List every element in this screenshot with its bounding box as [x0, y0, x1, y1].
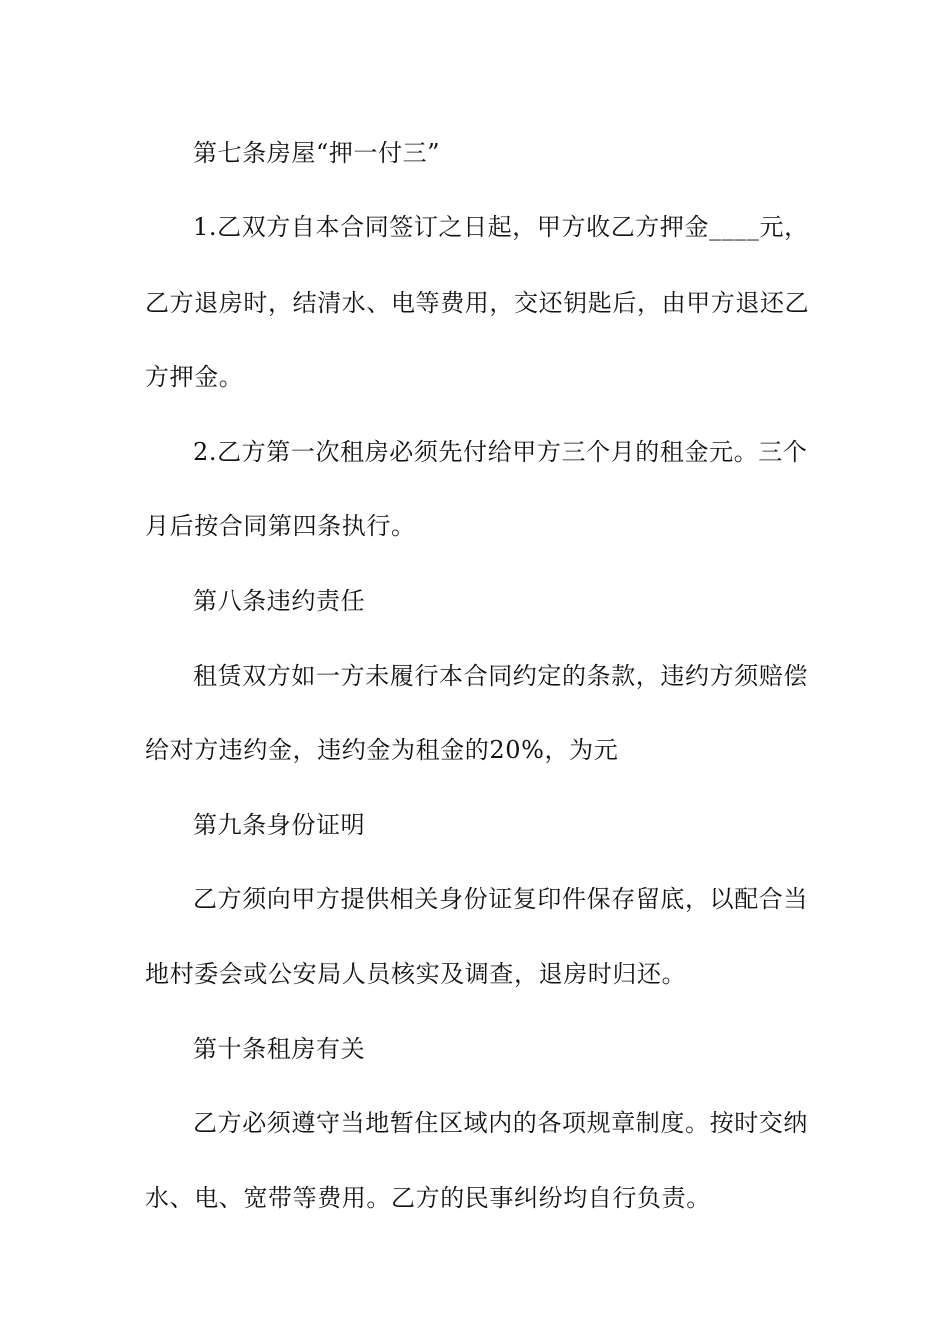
article-9-heading: 第九条身份证明: [193, 811, 366, 839]
article-8-paragraph-line-1: 租赁双方如一方未履行本合同约定的条款，违约方须赔偿: [193, 662, 808, 690]
article-10-paragraph-line-2: 水、电、宽带等费用。乙方的民事纠纷均自行负责。: [145, 1184, 711, 1212]
article-7-heading: 第七条房屋“押一付三”: [193, 139, 441, 167]
article-10-paragraph-line-1: 乙方必须遵守当地暂住区域内的各项规章制度。按时交纳: [193, 1109, 808, 1137]
article-9-paragraph-line-1: 乙方须向甲方提供相关身份证复印件保存留底，以配合当: [193, 885, 808, 913]
article-9-paragraph-line-2: 地村委会或公安局人员核实及调查，退房时归还。: [145, 960, 687, 988]
article-8-paragraph-line-2: 给对方违约金，违约金为租金的20%，为元: [145, 736, 619, 764]
article-7-item-1-line-2: 乙方退房时，结清水、电等费用，交还钥匙后，由甲方退还乙: [145, 289, 810, 317]
article-10-heading: 第十条租房有关: [193, 1035, 366, 1063]
article-7-item-1-line-1: 1.乙双方自本合同签订之日起，甲方收乙方押金____元，: [193, 213, 809, 241]
article-8-heading: 第八条违约责任: [193, 587, 366, 615]
article-7-item-2-line-1: 2.乙方第一次租房必须先付给甲方三个月的租金元。三个: [193, 438, 808, 466]
article-7-item-1-line-3: 方押金。: [145, 363, 244, 391]
article-7-item-2-line-2: 月后按合同第四条执行。: [145, 512, 416, 540]
